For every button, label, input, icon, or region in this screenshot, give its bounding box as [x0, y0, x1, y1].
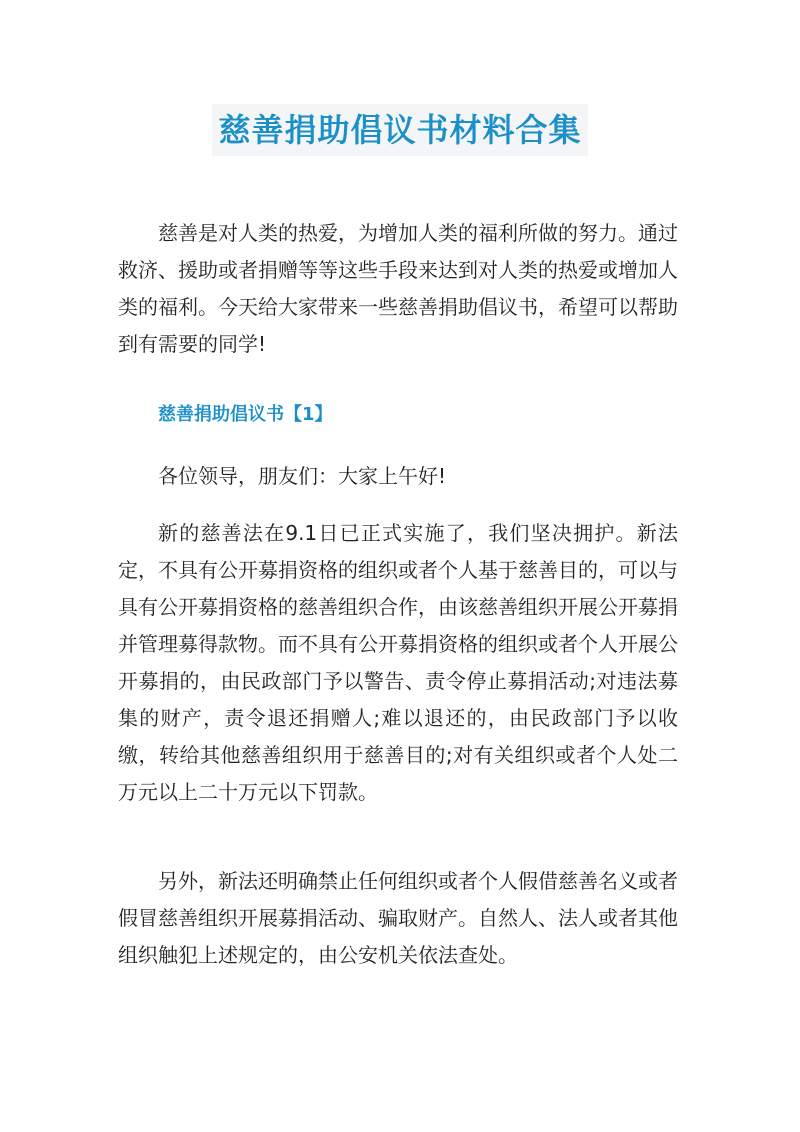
body-paragraph-2: 另外，新法还明确禁止任何组织或者个人假借慈善名义或者假冒慈善组织开展募捐活动、骗取财产。自然人、法人或者其他组织触犯上述规定的，由公安机关依法查处。 — [118, 869, 678, 967]
section-heading: 慈善捐助倡议书【1】 — [158, 404, 333, 425]
page-title: 慈善捐助倡议书材料合集 — [212, 104, 587, 156]
intro-paragraph: 慈善是对人类的热爱，为增加人类的福利所做的努力。通过救济、援助或者捐赠等等这些手段来达到对人类的热爱或增加人类的福利。今天给大家带来一些慈善捐助倡议书，希望可以帮助到有需要的同学! — [118, 221, 678, 356]
greeting-paragraph: 各位领导，朋友们：大家上午好! — [158, 464, 447, 488]
body-paragraph-1: 新的慈善法在9.1日已正式实施了，我们坚决拥护。新法定，不具有公开募捐资格的组织或者个人基于慈善目的，可以与具有公开募捐资格的慈善组织合作，由该慈善组织开展公开募捐并管理募得款物。而不具有公开募捐资格的组织或者个人开展公开募捐的，由民政部门予以警告、责令停止募捐活动;对违法募集的财产，责令退还捐赠人;难以退还的，由民政部门予以收缴，转给其他慈善组织用于慈善目的;对有关组织或者个人处二万元以上二十万元以下罚款。 — [118, 521, 678, 804]
title-container — [0, 104, 800, 156]
